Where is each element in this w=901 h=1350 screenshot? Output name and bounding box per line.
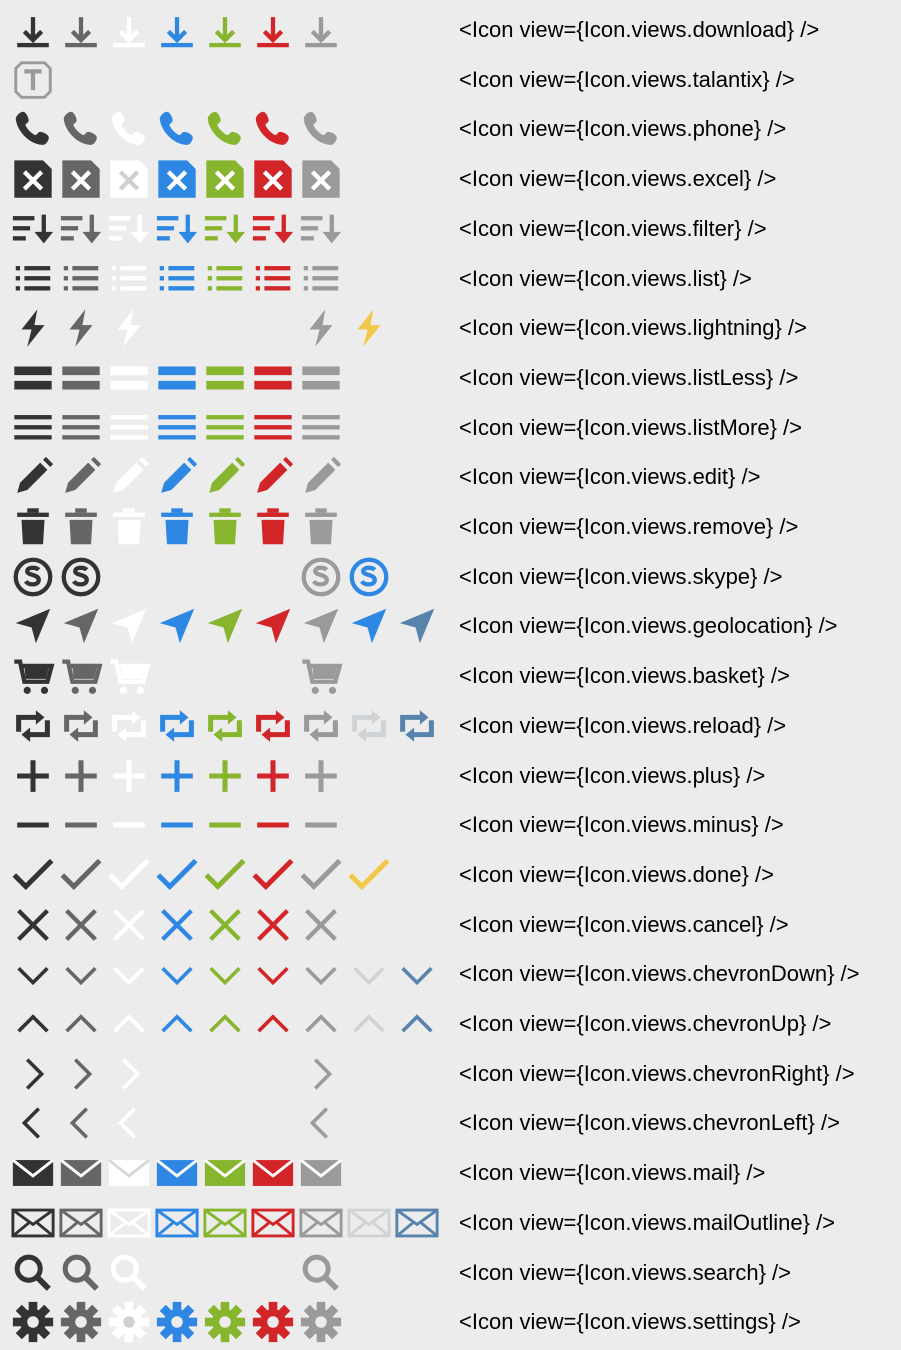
geolocation-icon [10,603,56,649]
plus-icon [58,753,104,799]
skype-icon [298,554,344,600]
icon-row-lightning [0,303,901,353]
chevron-down-icon [154,951,200,997]
list-more-icon [58,405,104,451]
cancel-icon [154,902,200,948]
download-icon [10,7,56,53]
icon-row-skype [0,552,901,602]
icon-usage-code: <Icon view={Icon.views.cancel} /> [459,911,789,937]
icon-row-download [0,5,901,55]
mail-outline-icon [394,1200,440,1246]
chevron-down-icon [106,951,152,997]
plus-icon [250,753,296,799]
reload-icon [250,703,296,749]
filter-icon [106,206,152,252]
icon-row-basket [0,651,901,701]
mail-outline-icon [10,1200,56,1246]
icon-row-minus [0,800,901,850]
skype-icon [58,554,104,600]
settings-icon [154,1299,200,1345]
plus-icon [106,753,152,799]
settings-icon [298,1299,344,1345]
edit-icon [10,454,56,500]
geolocation-icon [298,603,344,649]
icon-row-reload [0,701,901,751]
search-icon [298,1250,344,1296]
list-icon [10,256,56,302]
cancel-icon [58,902,104,948]
search-icon [10,1250,56,1296]
list-more-icon [298,405,344,451]
minus-icon [10,802,56,848]
icon-usage-code: <Icon view={Icon.views.lightning} /> [459,315,807,341]
icon-row-settings [0,1297,901,1347]
icon-row-geolocation [0,601,901,651]
icon-usage-code: <Icon view={Icon.views.chevronUp} /> [459,1011,832,1036]
reload-icon [106,703,152,749]
remove-icon [106,504,152,550]
remove-icon [202,504,248,550]
remove-icon [298,504,344,550]
reload-icon [394,703,440,749]
icon-row-edit [0,452,901,502]
settings-icon [250,1299,296,1345]
chevron-left-icon [10,1100,56,1146]
icon-row-search [0,1248,901,1298]
cancel-icon [10,902,56,948]
reload-icon [202,703,248,749]
mail-outline-icon [202,1200,248,1246]
mail-icon [10,1150,56,1196]
phone-icon [154,106,200,152]
done-icon [106,852,152,898]
settings-icon [106,1299,152,1345]
excel-icon [298,156,344,202]
icon-row-chevron-left [0,1098,901,1148]
minus-icon [250,802,296,848]
icon-row-remove [0,502,901,552]
icon-usage-code: <Icon view={Icon.views.chevronRight} /> [459,1060,855,1086]
icon-usage-code: <Icon view={Icon.views.download} /> [459,17,820,42]
icon-usage-code: <Icon view={Icon.views.listLess} /> [459,364,799,390]
list-icon [58,256,104,302]
icon-row-mail-outline [0,1198,901,1248]
download-icon [58,7,104,53]
geolocation-icon [106,603,152,649]
chevron-up-icon [394,1001,440,1047]
download-icon [250,7,296,53]
icon-usage-code: <Icon view={Icon.views.talantix} /> [459,66,795,92]
excel-icon [58,156,104,202]
list-less-icon [202,355,248,401]
edit-icon [298,454,344,500]
talantix-icon [10,57,56,103]
list-icon [298,256,344,302]
plus-icon [202,753,248,799]
icon-usage-code: <Icon view={Icon.views.list} /> [459,265,752,291]
list-less-icon [58,355,104,401]
minus-icon [58,802,104,848]
icon-row-excel [0,154,901,204]
chevron-down-icon [250,951,296,997]
chevron-down-icon [58,951,104,997]
edit-icon [106,454,152,500]
done-icon [58,852,104,898]
icon-usage-code: <Icon view={Icon.views.geolocation} /> [459,613,838,639]
filter-icon [10,206,56,252]
icon-usage-code: <Icon view={Icon.views.chevronLeft} /> [459,1110,840,1136]
download-icon [154,7,200,53]
icon-usage-code: <Icon view={Icon.views.reload} /> [459,712,787,738]
geolocation-icon [154,603,200,649]
mail-outline-icon [58,1200,104,1246]
icon-row-talantix [0,55,901,105]
lightning-icon [106,305,152,351]
chevron-up-icon [58,1001,104,1047]
settings-icon [58,1299,104,1345]
plus-icon [154,753,200,799]
chevron-up-icon [202,1001,248,1047]
excel-icon [106,156,152,202]
edit-icon [202,454,248,500]
chevron-up-icon [154,1001,200,1047]
mail-outline-icon [346,1200,392,1246]
icon-usage-code: <Icon view={Icon.views.remove} /> [459,514,799,539]
excel-icon [250,156,296,202]
done-icon [298,852,344,898]
mail-icon [154,1150,200,1196]
lightning-icon [298,305,344,351]
icon-usage-code: <Icon view={Icon.views.plus} /> [459,762,766,788]
icon-row-plus [0,751,901,801]
download-icon [298,7,344,53]
reload-icon [154,703,200,749]
lightning-icon [346,305,392,351]
icon-row-cancel [0,900,901,950]
minus-icon [154,802,200,848]
list-more-icon [154,405,200,451]
remove-icon [250,504,296,550]
basket-icon [58,653,104,699]
list-less-icon [154,355,200,401]
cancel-icon [202,902,248,948]
geolocation-icon [346,603,392,649]
remove-icon [154,504,200,550]
icon-usage-code: <Icon view={Icon.views.settings} /> [459,1309,801,1335]
chevron-up-icon [10,1001,56,1047]
chevron-left-icon [58,1100,104,1146]
list-less-icon [10,355,56,401]
filter-icon [202,206,248,252]
mail-outline-icon [250,1200,296,1246]
list-more-icon [106,405,152,451]
icon-row-chevron-right [0,1049,901,1099]
excel-icon [202,156,248,202]
icon-usage-code: <Icon view={Icon.views.chevronDown} /> [459,961,860,987]
chevron-up-icon [250,1001,296,1047]
chevron-up-icon [346,1001,392,1047]
list-less-icon [106,355,152,401]
download-icon [202,7,248,53]
excel-icon [10,156,56,202]
excel-icon [154,156,200,202]
list-more-icon [250,405,296,451]
edit-icon [250,454,296,500]
mail-icon [58,1150,104,1196]
list-more-icon [202,405,248,451]
chevron-right-icon [10,1051,56,1097]
basket-icon [10,653,56,699]
filter-icon [58,206,104,252]
icon-row-phone [0,104,901,154]
skype-icon [346,554,392,600]
minus-icon [202,802,248,848]
icon-usage-code: <Icon view={Icon.views.basket} /> [459,663,790,689]
remove-icon [10,504,56,550]
chevron-right-icon [58,1051,104,1097]
mail-icon [202,1150,248,1196]
mail-outline-icon [106,1200,152,1246]
chevron-left-icon [106,1100,152,1146]
reload-icon [10,703,56,749]
reload-icon [346,703,392,749]
list-icon [202,256,248,302]
chevron-up-icon [298,1001,344,1047]
cancel-icon [106,902,152,948]
icon-usage-code: <Icon view={Icon.views.listMore} /> [459,414,802,440]
settings-icon [10,1299,56,1345]
plus-icon [298,753,344,799]
icon-row-list [0,254,901,304]
list-icon [106,256,152,302]
icon-usage-code: <Icon view={Icon.views.filter} /> [459,215,767,241]
cancel-icon [250,902,296,948]
cancel-icon [298,902,344,948]
icon-row-filter [0,204,901,254]
geolocation-icon [202,603,248,649]
reload-icon [298,703,344,749]
list-icon [250,256,296,302]
icon-usage-code: <Icon view={Icon.views.mailOutline} /> [459,1209,836,1235]
chevron-down-icon [202,951,248,997]
chevron-left-icon [298,1100,344,1146]
download-icon [106,7,152,53]
lightning-icon [10,305,56,351]
icon-usage-code: <Icon view={Icon.views.phone} /> [459,116,787,142]
icon-usage-code: <Icon view={Icon.views.mail} /> [459,1160,766,1186]
list-more-icon [10,405,56,451]
basket-icon [298,653,344,699]
search-icon [106,1250,152,1296]
icon-row-chevron-up [0,999,901,1049]
icon-row-mail [0,1148,901,1198]
chevron-up-icon [106,1001,152,1047]
phone-icon [250,106,296,152]
settings-icon [202,1299,248,1345]
chevron-down-icon [394,951,440,997]
search-icon [58,1250,104,1296]
icon-usage-code: <Icon view={Icon.views.done} /> [459,861,774,887]
geolocation-icon [394,603,440,649]
lightning-icon [58,305,104,351]
skype-icon [10,554,56,600]
phone-icon [10,106,56,152]
geolocation-icon [58,603,104,649]
filter-icon [154,206,200,252]
done-icon [154,852,200,898]
icon-row-list-less [0,353,901,403]
minus-icon [298,802,344,848]
done-icon [10,852,56,898]
mail-icon [298,1150,344,1196]
chevron-right-icon [298,1051,344,1097]
done-icon [202,852,248,898]
mail-outline-icon [154,1200,200,1246]
icon-usage-code: <Icon view={Icon.views.search} /> [459,1259,792,1285]
phone-icon [298,106,344,152]
chevron-down-icon [298,951,344,997]
chevron-right-icon [106,1051,152,1097]
basket-icon [106,653,152,699]
filter-icon [298,206,344,252]
icon-row-chevron-down [0,949,901,999]
phone-icon [58,106,104,152]
icon-row-list-more [0,403,901,453]
icon-row-done [0,850,901,900]
edit-icon [58,454,104,500]
icon-usage-code: <Icon view={Icon.views.skype} /> [459,563,783,589]
reload-icon [58,703,104,749]
done-icon [346,852,392,898]
filter-icon [250,206,296,252]
list-icon [154,256,200,302]
phone-icon [106,106,152,152]
edit-icon [154,454,200,500]
remove-icon [58,504,104,550]
minus-icon [106,802,152,848]
mail-outline-icon [298,1200,344,1246]
plus-icon [10,753,56,799]
icon-usage-code: <Icon view={Icon.views.edit} /> [459,464,761,490]
phone-icon [202,106,248,152]
mail-icon [250,1150,296,1196]
geolocation-icon [250,603,296,649]
icon-usage-code: <Icon view={Icon.views.excel} /> [459,166,777,192]
list-less-icon [298,355,344,401]
chevron-down-icon [10,951,56,997]
done-icon [250,852,296,898]
list-less-icon [250,355,296,401]
mail-icon [106,1150,152,1196]
icon-usage-code: <Icon view={Icon.views.minus} /> [459,812,784,838]
chevron-down-icon [346,951,392,997]
